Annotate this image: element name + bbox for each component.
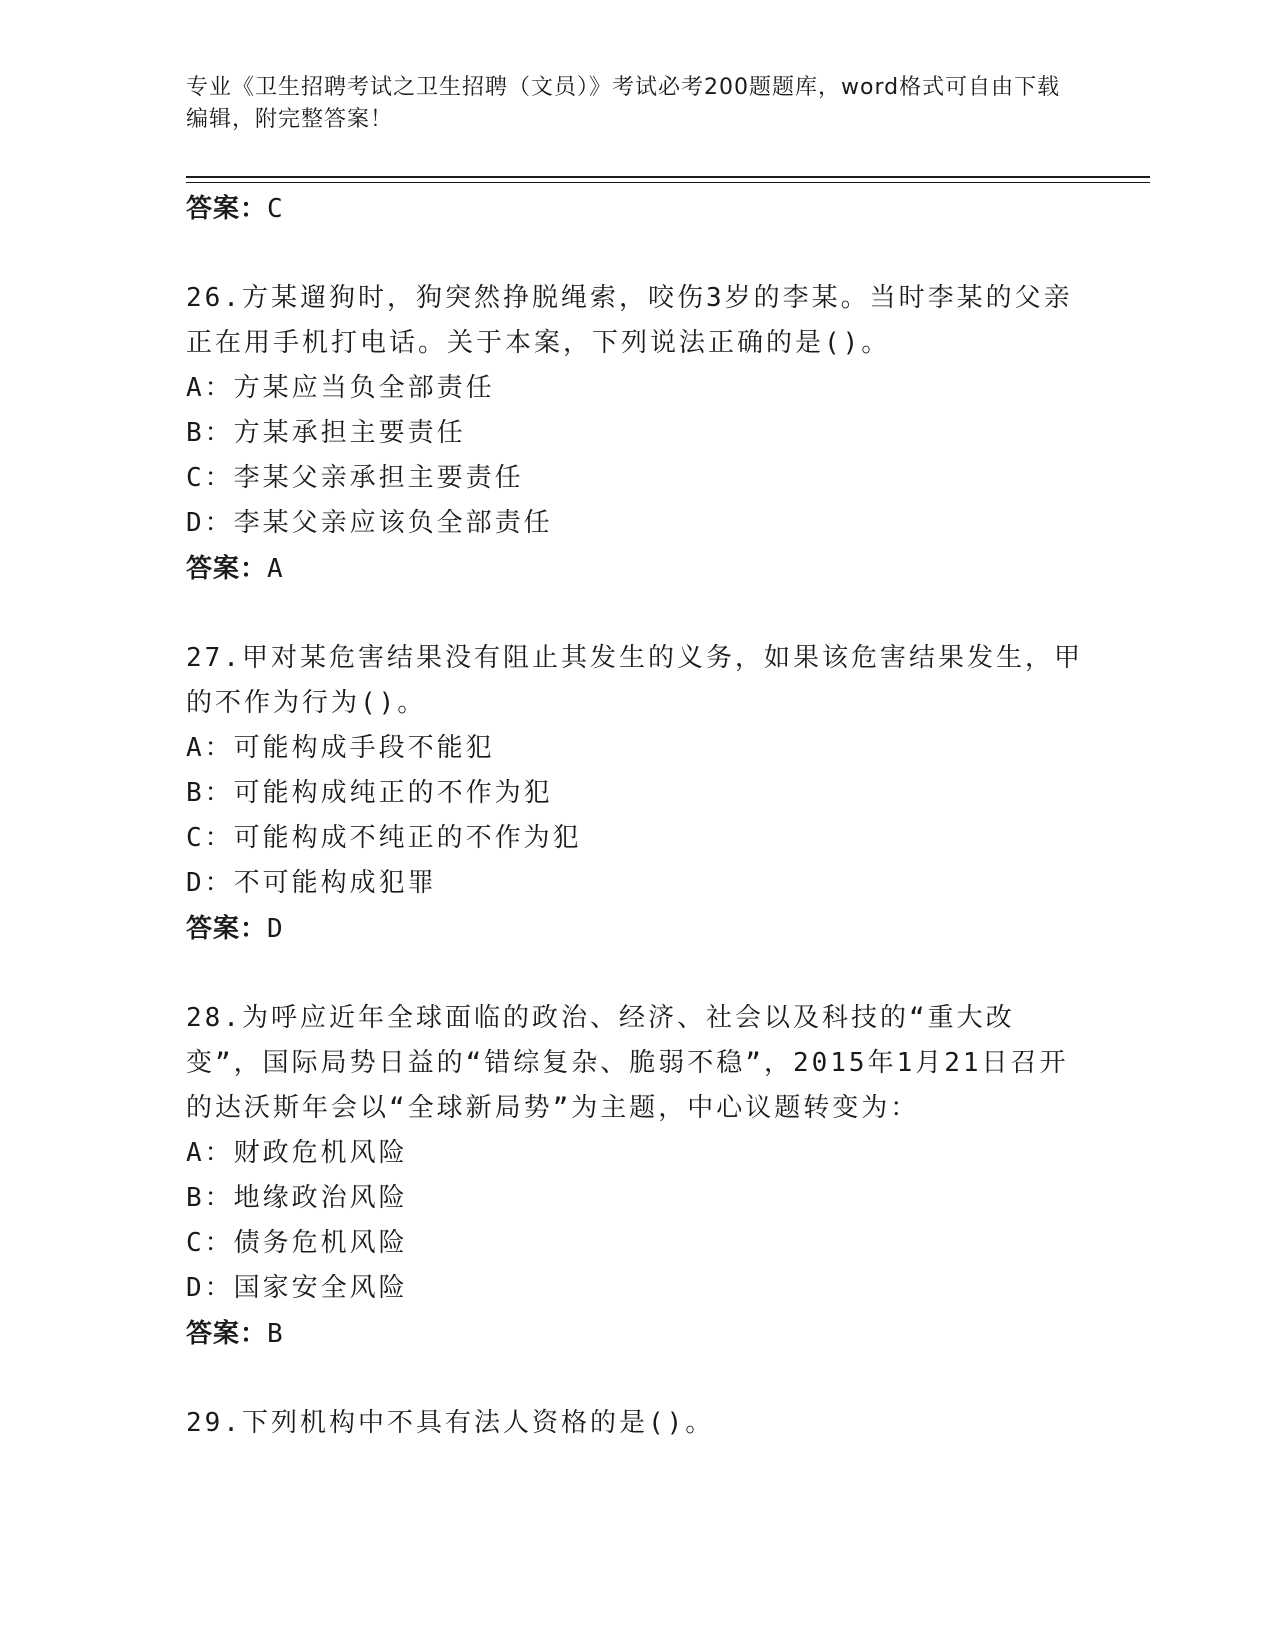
option-b: B：方某承担主要责任 (186, 418, 466, 448)
option-d: D：国家安全风险 (186, 1273, 408, 1303)
option-a: A：财政危机风险 (186, 1138, 408, 1168)
question-stem: 28.为呼应近年全球面临的政治、经济、社会以及科技的“重大改变”，国际局势日益的“错综复杂、脆弱不稳”，2015年1月21日召开的达沃斯年会以“全球新局势”为主题，中心议题转变为： (186, 1003, 1069, 1123)
question-stem: 29.下列机构中不具有法人资格的是()。 (186, 1408, 715, 1438)
question-stem: 26.方某遛狗时，狗突然挣脱绳索，咬伤3岁的李某。当时李某的父亲正在用手机打电话。关于本案，下列说法正确的是()。 (186, 283, 1073, 358)
option-b: B：地缘政治风险 (186, 1183, 408, 1213)
option-a: A：方某应当负全部责任 (186, 373, 495, 403)
answer-line (186, 1311, 1086, 1357)
spacer (186, 1357, 1086, 1401)
spacer (186, 952, 1086, 996)
spacer (186, 592, 1086, 636)
document-header: 专业《卫生招聘考试之卫生招聘（文员）》考试必考200题题库，word格式可自由下载编辑，附完整答案！ (186, 75, 1061, 132)
question-block (186, 636, 1086, 952)
option-c: C：李某父亲承担主要责任 (186, 463, 524, 493)
option-c: C：债务危机风险 (186, 1228, 408, 1258)
option-d: D：李某父亲应该负全部责任 (186, 508, 553, 538)
answer-value: D (267, 914, 284, 944)
answer-line (186, 186, 1086, 232)
option-c: C：可能构成不纯正的不作为犯 (186, 823, 582, 853)
answer-line (186, 906, 1086, 952)
question-block (186, 1401, 1086, 1446)
header-rule-thick (186, 176, 1150, 178)
spacer (186, 232, 1086, 276)
answer-value: A (267, 554, 284, 584)
answer-value: B (267, 1319, 284, 1349)
question-stem: 27.甲对某危害结果没有阻止其发生的义务，如果该危害结果发生，甲的不作为行为()。 (186, 643, 1083, 718)
question-list (186, 186, 1086, 1446)
answer-label: 答案： (186, 914, 268, 944)
answer-value: C (267, 194, 284, 224)
option-b: B：可能构成纯正的不作为犯 (186, 778, 553, 808)
option-a: A：可能构成手段不能犯 (186, 733, 495, 763)
answer-label: 答案： (186, 194, 268, 224)
option-d: D：不可能构成犯罪 (186, 868, 437, 898)
question-block (186, 276, 1086, 592)
header-rule-thin (186, 182, 1150, 183)
question-block (186, 996, 1086, 1357)
answer-label: 答案： (186, 1319, 268, 1349)
answer-label: 答案： (186, 554, 268, 584)
answer-line (186, 546, 1086, 592)
